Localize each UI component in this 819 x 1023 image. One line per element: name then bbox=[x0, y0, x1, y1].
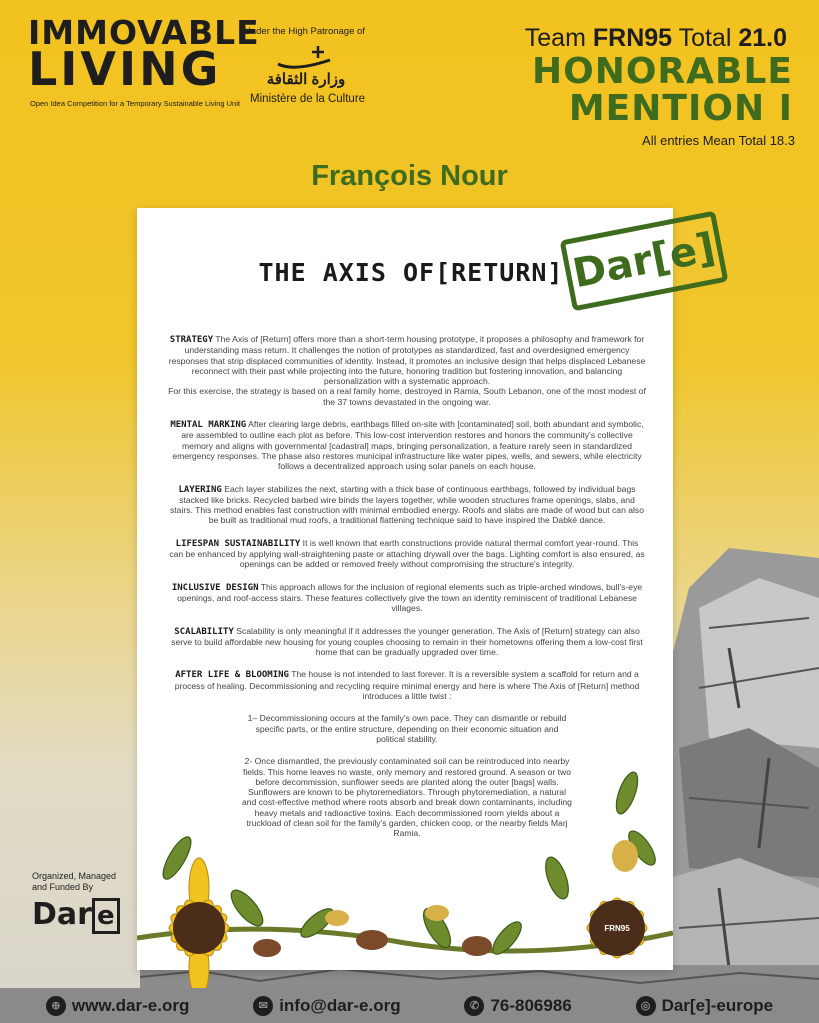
footer-bar bbox=[0, 988, 819, 1023]
logo-line2: LIVING bbox=[28, 42, 222, 97]
team-id: FRN95 bbox=[592, 24, 673, 52]
section-heading: AFTER LIFE & BLOOMING bbox=[175, 670, 289, 681]
section-heading: STRATEGY bbox=[169, 335, 214, 345]
list-item: 2- Once dismantled, the previously contaminated soil can be reintroduced into nearby fields. This home leaves no waste, only memory and restored ground. A season or two before decommission, sunflower seeds are planted along the outer [bags] walls. Sunflowers are known to be phytoremediators. Through phytoremediation, a natural and cost-effective method where roots absorb and break down contaminants, including heavy metals and radioactive toxins. Each decommissioned room yields about a truckload of clean soil for the family's garden, chicken coop, or the nearby fields Marj Ramia. bbox=[242, 756, 572, 839]
section-inclusive bbox=[168, 582, 646, 614]
section-mental-marking bbox=[168, 419, 646, 471]
logo-line1: IMMOVABLE bbox=[28, 13, 260, 52]
competition-logo bbox=[28, 13, 260, 97]
footer-website-text[interactable]: www.dar-e.org bbox=[71, 995, 190, 1015]
award-title bbox=[532, 53, 793, 128]
email-icon: ✉ bbox=[253, 996, 273, 1016]
ministry-name-fr: Ministère de la Culture bbox=[250, 93, 366, 105]
mean-total: All entries Mean Total 18.3 bbox=[642, 133, 795, 148]
footer-email[interactable] bbox=[253, 996, 400, 1016]
section-text: The house is not intended to last forever. It is a reversible system a scaffold for return and a process of healing. Decommissioning and recycling require minimal energy and here is where The Axis of [Return] method introduces a little twist : bbox=[174, 669, 640, 702]
section-heading: INCLUSIVE DESIGN bbox=[171, 582, 259, 593]
document-title: THE AXIS OF[RETURN] bbox=[258, 258, 564, 287]
footer-email-text[interactable]: info@dar-e.org bbox=[279, 995, 401, 1015]
section-text: The Axis of [Return] offers more than a short-term housing prototype, it proposes a philosophy and framework for understanding mass return. It challenges the notion of prototypes as standardized, fast and overdesigned emergency responses that strip displaced communities of identity. Instead, it promotes an inclusive design that helps displaced Lebanese reconnect with their past while projecting into the future, honoring tradition but fostering innovation, and balancing personalization with a systematic approach. bbox=[168, 334, 646, 387]
footer-instagram[interactable] bbox=[636, 996, 773, 1016]
total-value: 21.0 bbox=[738, 24, 787, 52]
section-strategy bbox=[168, 334, 646, 407]
footer-instagram-text[interactable]: Dar[e]-europe bbox=[661, 995, 774, 1015]
section-after-life bbox=[168, 669, 646, 701]
organizer-label: Organized, Managed and Funded By bbox=[32, 871, 117, 892]
ministry-name-ar: وزارة الثقافة bbox=[266, 71, 346, 88]
section-heading: LIFESPAN SUSTAINABILITY bbox=[175, 538, 301, 549]
section-text: Each layer stabilizes the next, starting with a thick base of continuous earthbags, followed by individual bags stacked like bricks. Recycled barbed wire binds the layers together, while wooden structures frame openings, slabs, and stairs. This method enables fast construction with minimal embodied energy. Roofs and slabs are made of wood but can also be built as traditional mud roofs, a traditional flattening technique said to have inspired the Dabké dance. bbox=[169, 483, 645, 526]
team-score bbox=[525, 24, 787, 53]
author-name: François Nour bbox=[311, 160, 508, 192]
instagram-icon: ◎ bbox=[636, 996, 656, 1016]
patronage-label: Under the High Patronage of bbox=[244, 26, 365, 37]
section-text: Scalability is only meaningful if it addresses the younger generation. The Axis of [Return] strategy can also serve to build affordable new housing for young couples choosing to remain in their hometowns offering them a low-cost first home that can be gradually upgraded over time. bbox=[171, 625, 643, 658]
award-line2: MENTION I bbox=[568, 88, 793, 130]
team-prefix: Team bbox=[524, 24, 586, 52]
award-line1: HONORABLE bbox=[531, 51, 793, 92]
dare-logo bbox=[32, 897, 120, 932]
phone-icon: ✆ bbox=[464, 996, 484, 1016]
footer-website[interactable] bbox=[46, 996, 189, 1016]
logo-subtitle: Open Idea Competition for a Temporary Sustainable Living Unit bbox=[30, 99, 240, 108]
section-lifespan bbox=[168, 538, 646, 570]
section-scalability bbox=[168, 626, 646, 658]
sunflower-illustration bbox=[137, 768, 673, 988]
flower-team-label: FRN95 bbox=[604, 924, 630, 933]
stamp-text: Dar[e] bbox=[569, 224, 719, 298]
rubble-photo bbox=[669, 548, 819, 988]
section-extra: For this exercise, the strategy is based on a real family home, destroyed in Ramia, South Lebanon, one of the most modest of the 37 towns devastated in the ongoing war. bbox=[168, 386, 646, 407]
section-text: After clearing large debris, earthbags filled on-site with [contaminated] soil, both abundant and symbolic, are assembled to outline each plot as before. This low-cost intervention restores and honors the community's collective memory and aligns with governmental [cadastral] maps, bringing personalization, a feature rarely seen in standardized emergency responses. The phase also restores municipal infrastructure like water pipes, wells, and sewers, while electricity follows a decentralized approach using solar panels on each house. bbox=[172, 419, 644, 472]
section-heading: MENTAL MARKING bbox=[170, 420, 247, 431]
list-item: 1– Decommissioning occurs at the family's own pace. They can dismantle or rebuild specific parts, or the entire structure, depending on their economic situation and political stability. bbox=[247, 713, 567, 744]
section-heading: SCALABILITY bbox=[174, 626, 234, 637]
ministry-emblem-icon bbox=[274, 42, 334, 72]
section-text: This approach allows for the inclusion of regional elements such as triple-arched windows, bull's-eye openings, and roof-access stairs. These features collectively give the town an identity reminiscent of traditional Lebanese villages. bbox=[177, 581, 643, 614]
dare-logo-box: e bbox=[92, 898, 120, 934]
section-heading: LAYERING bbox=[178, 484, 222, 495]
globe-icon: ⊕ bbox=[46, 996, 66, 1016]
dare-logo-text: Dar bbox=[32, 897, 92, 932]
total-label: Total bbox=[678, 24, 732, 52]
footer-phone[interactable] bbox=[464, 996, 571, 1016]
footer-phone-text[interactable]: 76-806986 bbox=[490, 995, 572, 1015]
section-layering bbox=[168, 484, 646, 526]
section-text: It is well known that earth constructions provide natural thermal comfort year-round. This can be enhanced by applying wall-straightening paste or attaching drywall over the bags. Lighting comfort is also ensured, as openings can be added or removed freely without compromising the structure's integrity. bbox=[169, 537, 645, 570]
